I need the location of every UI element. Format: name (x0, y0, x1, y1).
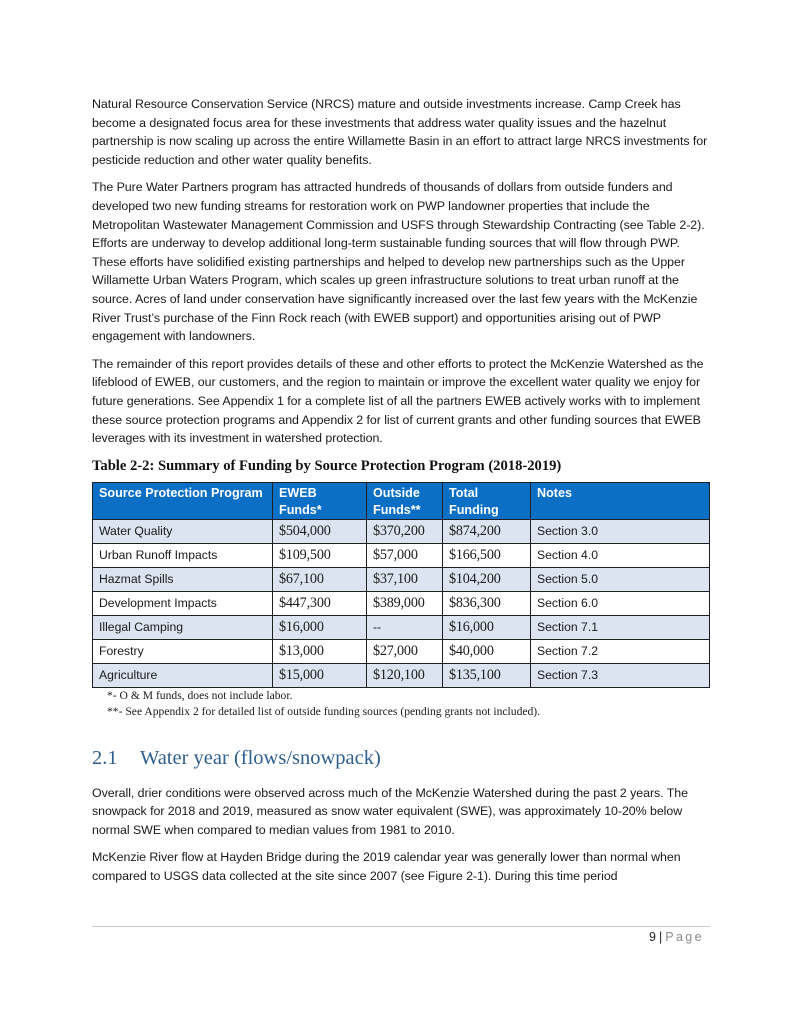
section-heading (92, 746, 710, 770)
cell-eweb-funds: $447,300 (273, 591, 367, 615)
funding-table (92, 482, 710, 688)
page-number: 9 (649, 930, 656, 944)
cell-eweb-funds: $16,000 (273, 615, 367, 639)
cell-eweb-funds: $109,500 (273, 543, 367, 567)
cell-total-funding: $836,300 (443, 591, 531, 615)
cell-outside-funds: $120,100 (367, 663, 443, 687)
table-row (93, 519, 710, 543)
footer-separator: | (658, 930, 663, 944)
page-footer (92, 930, 704, 944)
table-caption: Table 2-2: Summary of Funding by Source Protection Program (2018-2019) (92, 457, 562, 474)
cell-total-funding: $166,500 (443, 543, 531, 567)
section-title: Water year (flows/snowpack) (140, 746, 381, 769)
cell-total-funding: $135,100 (443, 663, 531, 687)
header-program: Source Protection Program (93, 482, 273, 519)
table-row (93, 543, 710, 567)
cell-program: Agriculture (93, 663, 273, 687)
cell-notes: Section 7.1 (531, 615, 710, 639)
cell-program: Water Quality (93, 519, 273, 543)
document-page (92, 95, 710, 895)
cell-notes: Section 5.0 (531, 567, 710, 591)
cell-total-funding: $16,000 (443, 615, 531, 639)
cell-outside-funds: -- (367, 615, 443, 639)
cell-outside-funds: $389,000 (367, 591, 443, 615)
cell-program: Forestry (93, 639, 273, 663)
cell-outside-funds: $37,100 (367, 567, 443, 591)
footnote-eweb-funds: *- O & M funds, does not include labor. (107, 688, 293, 702)
header-notes: Notes (531, 482, 710, 519)
paragraph-report-remainder: The remainder of this report provides details of these and other efforts to protect the McKenzie Watershed as the lifeblood of EWEB, our customers, and the region to maintain or improve the excellent water quality we enjoy for future generations. See Appendix 1 for a complete list of all the partners EWEB actively works with to implement these source protection programs and Appendix 2 for list of current grants and other funding sources that EWEB leverages with its investment in watershed protection. (92, 356, 704, 446)
paragraph-river-flow: McKenzie River flow at Hayden Bridge during the 2019 calendar year was generally lower than normal when compared to USGS data collected at the site since 2007 (see Figure 2-1). During this time period (92, 850, 681, 884)
cell-eweb-funds: $15,000 (273, 663, 367, 687)
cell-notes: Section 4.0 (531, 543, 710, 567)
header-eweb-funds: EWEB Funds* (273, 482, 367, 519)
cell-program: Urban Runoff Impacts (93, 543, 273, 567)
paragraph-pure-water-partners: The Pure Water Partners program has attracted hundreds of thousands of dollars from outside funders and developed two new funding streams for restoration work on PWP landowner properties that include the Metropolitan Wastewater Management Commission and USFS through Stewardship Contracting (see Table 2-2). Efforts are underway to develop additional long-term sustainable funding sources that will flow through PWP. These efforts have solidified existing partnerships and helped to develop new partnerships such as the Upper Willamette Urban Waters Program, which scales up green infrastructure solutions to treat urban runoff at the source. Acres of land under conservation have significantly increased over the last few years with the McKenzie River Trust’s purchase of the Finn Rock reach (with EWEB support) and opportunities arising out of PWP engagement with landowners. (92, 180, 705, 344)
cell-eweb-funds: $13,000 (273, 639, 367, 663)
cell-program: Illegal Camping (93, 615, 273, 639)
cell-notes: Section 7.3 (531, 663, 710, 687)
table-row (93, 615, 710, 639)
section-number: 2.1 (92, 746, 118, 769)
cell-program: Hazmat Spills (93, 567, 273, 591)
footer-divider (92, 926, 710, 927)
paragraph-nrcs: Natural Resource Conservation Service (NRCS) mature and outside investments increase. Camp Creek has become a designated focus area for these investments that address water quality issues and the hazelnut partnership is now scaling up across the entire Willamette Basin in an effort to attract large NRCS investments for pesticide reduction and other water quality benefits. (92, 97, 708, 167)
cell-total-funding: $874,200 (443, 519, 531, 543)
cell-eweb-funds: $504,000 (273, 519, 367, 543)
table-row (93, 663, 710, 687)
cell-notes: Section 6.0 (531, 591, 710, 615)
cell-outside-funds: $370,200 (367, 519, 443, 543)
table-row (93, 567, 710, 591)
cell-notes: Section 3.0 (531, 519, 710, 543)
header-total-funding: Total Funding (443, 482, 531, 519)
footnote-outside-funds: **- See Appendix 2 for detailed list of outside funding sources (pending grants not included). (107, 704, 541, 718)
cell-program: Development Impacts (93, 591, 273, 615)
table-row (93, 639, 710, 663)
cell-notes: Section 7.2 (531, 639, 710, 663)
table-header-row (93, 482, 710, 519)
cell-eweb-funds: $67,100 (273, 567, 367, 591)
page-label: Page (665, 930, 704, 944)
cell-total-funding: $104,200 (443, 567, 531, 591)
cell-outside-funds: $27,000 (367, 639, 443, 663)
cell-outside-funds: $57,000 (367, 543, 443, 567)
table-row (93, 591, 710, 615)
paragraph-drier-conditions: Overall, drier conditions were observed across much of the McKenzie Watershed during the past 2 years. The snowpack for 2018 and 2019, measured as snow water equivalent (SWE), was approximately 10-20% below normal SWE when compared to median values from 1981 to 2010. (92, 785, 688, 837)
cell-total-funding: $40,000 (443, 639, 531, 663)
header-outside-funds: Outside Funds** (367, 482, 443, 519)
